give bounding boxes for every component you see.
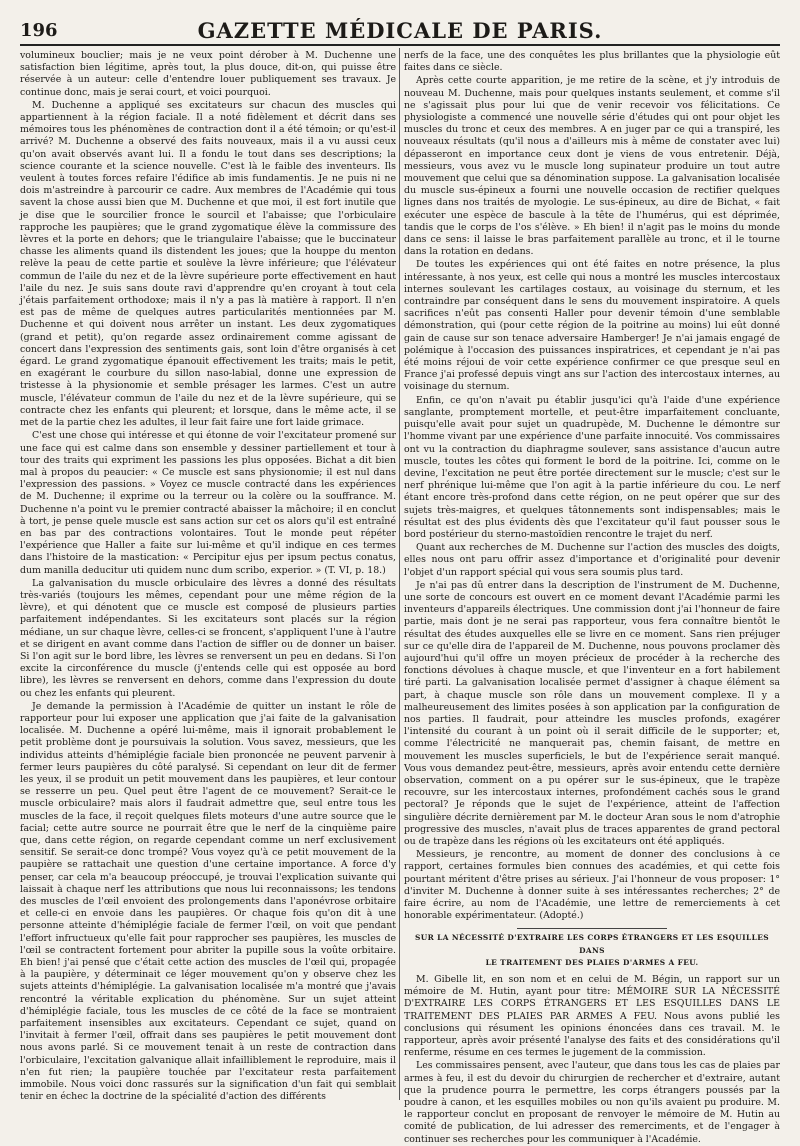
paragraph: C'est une chose qui intéresse et qui étonne de voir l'excitateur promené sur une face qui est calme dans son ensemble y dessiner partiellement et tour à tour des traits qui expriment les passions les plus opposées. Bichat a dit bien mal à propos du peaucier: « Ce muscle est sans physionomie; il est nul dans l'expression des passions. » Voyez ce muscle contracté dans les expériences de M. Duchenne; il exprime ou la terreur ou la colère ou la souffrance. M. Duchenne n'a point vu le premier contracté abaisser la mâchoire; il en conclut à tort, je pense quele muscle est sans action sur cet os alors qu'il est entraîné en bas par des contractions volontaires. Tout le monde peut répéter l'expérience que Haller a faite sur lui-même et qu'il indique en ces termes dans l'histoire de la mastication: « Percipitur ejus per ipsum pectus conatus, dum manilla deducitur uti quidem nunc dum scribo, experior. » (T. VI, p. 18.) — [20, 430, 396, 576]
journal-title: GAZETTE MÉDICALE DE PARIS. — [197, 18, 603, 43]
paragraph: Enfin, ce qu'on n'avait pu établir jusqu'ici qu'à l'aide d'une expérience sanglante, promptement mortelle, et peut-être imparfaitement concluante, puisqu'elle avait pour sujet un quadrupède, M. Duchenne le démontre sur l'homme vivant par une expérience d'une parfaite innocuité. Vos commissaires ont vu la contraction du diaphragme soulever, sans assistance d'aucun autre muscle, toutes les côtes qui forment le bord de la poitrine. Ici, comme on le devine, l'excitation ne peut être portée directement sur le muscle; c'est sur le nerf phrénique lui-même que l'on agit à la partie inférieure du cou. Le nerf étant encore très-profond dans cette région, on ne peut opérer que sur des sujets très-maigres, et quelques tâtonnements sont indispensables; mais le résultat est des plus évidents dès que l'excitateur qu'il faut pousser sous le bord postérieur du sterno-mastoïdien rencontre le trajet du nerf. — [404, 394, 780, 540]
column-divider — [399, 48, 400, 1100]
paragraph: volumineux bouclier; mais je ne veux point dérober à M. Duchenne une satisfaction bien légitime, après tout, la plus douce, dit-on, qui puisse être réservée à un auteur: celle d'entendre louer publiquement ses travaux. Je continue donc, mais je serai court, et voici pourquoi. — [20, 50, 396, 98]
paragraph: Après cette courte apparition, je me retire de la scène, et j'y introduis de nouveau M. Duchenne, mais pour quelques instants seulement, et comme s'il ne s'agissait plus pour lui que de venir recevoir vos félicitations. Ce physiologiste a commencé une nouvelle série d'études qui ont pour objet les muscles du tronc et ceux des membres. A en juger par ce qui a transpiré, les nouveaux résultats (qu'il nous a d'ailleurs mis à même de constater avec lui) dépasseront en importance ceux dont je viens de vous entretenir. Déjà, messieurs, vous avez vu le muscle long supinateur produire un tout autre mouvement que celui que sa dénomination suppose. La galvanisation localisée du muscle sus-épineux a fourni une nouvelle occasion de rectifier quelques lignes dans nos traités de myologie. Le sus-épineux, au dire de Bichat, « fait exécuter une espèce de bascule à la tête de l'humérus, qui est déprimée, tandis que le corps de l'os s'élève. » Eh bien! il n'agit pas le moins du monde dans ce sens: il laisse le bras parfaitement parallèle au tronc, et il le tourne dans la rotation en dedans. — [404, 75, 780, 258]
paragraph: M. Gibelle lit, en son nom et en celui de M. Bégin, un rapport sur un mémoire de M. Hutin, ayant pour titre: MÉMOIRE SUR LA NÉCESSITÉ D'EXTRAIRE LES CORPS ÉTRANGERS ET LES ESQUILLES DANS LE TRAITEMENT DES PLAIES PAR ARMES A FEU. Nous avons publié les conclusions qui résument les opinions énoncées dans ces travail. M. le rapporteur, après avoir présenté l'analyse des faits et des considérations qu'il renferme, résume en ces termes le jugement de la commission. — [404, 974, 780, 1059]
section-title-line: SUR LA NÉCESSITÉ D'EXTRAIRE LES CORPS ÉTRANGERS ET LES ESQUILLES DANS — [415, 933, 769, 955]
header-rule — [20, 44, 780, 46]
paragraph: De toutes les expériences qui ont été faites en notre présence, la plus intéressante, à nos yeux, est celle qui nous a montré les muscles intercostaux internes soulevant les cartilages costaux, au voisinage du sternum, et les contraindre par conséquent dans le sens du mouvement inspiratoire. A quels sacrifices n'eût pas consenti Haller pour devenir témoin d'une semblable démonstration, qui (pour cette région de la poitrine au moins) lui eût donné gain de cause sur son tenace adversaire Hamberger! Je n'ai jamais engagé de polémique à l'occasion des puissances inspiratrices, et cependant je n'ai pas été moins réjoui de voir cette expérience confirmer ce que presque seul en France j'ai professé depuis vingt ans sur l'action des intercostaux internes, au voisinage du sternum. — [404, 259, 780, 393]
paragraph: M. Duchenne a appliqué ses excitateurs sur chacun des muscles qui appartiennent à la région faciale. Il a noté fidèlement et décrit dans ses mémoires tous les phénomènes de contraction dont il a été témoin; or qu'est-il arrivé? M. Duchenne a observé des faits nouveaux, mais il a vu aussi ceux qu'on avait observés avant lui. Il a fondu le tout dans ses descriptions; la science courante et la science nouvelle. C'est là le faible des inventeurs. Ils veulent à toutes forces refaire l'édifice ab imis fundamentis. Je ne puis ni ne dois m'astreindre à parcourir ce cadre. Aux membres de l'Académie qui tous savent la chose aussi bien que M. Duchenne et que moi, il est fort inutile que je dise que le sourcilier fronce le sourcil et l'abaisse; que l'orbiculaire rapproche les paupières; que le grand zygomatique élève la commissure des lèvres et la porte en dehors; que le triangulaire l'abaisse; que le buccinateur chasse les aliments quand ils distendent les joues; que la houppe du menton relève la peau de cette partie et soulève la lèvre inférieure; que l'élévateur commun de l'aile du nez et de la lèvre supérieure porte effectivement en haut l'aile du nez. Je suis sans doute ravi d'apprendre qu'en croyant à tout cela j'étais parfaitement orthodoxe; mais il n'y a pas là matière à rapport. Il n'en est pas de même de quelques autres particularités mentionnées par M. Duchenne et qui doivent nous arrêter un instant. Les deux zygomatiques (grand et petit), qu'on regarde assez ordinairement comme agissant de concert dans l'expression des sentiments gais, sont loin d'être organisés à cet égard. Le grand zygomatique épanouit effectivement les traits; mais le petit, en exagérant le courbure du sillon naso-labial, donne une expression de tristesse à la physionomie et semble présager les larmes. C'est un autre muscle, l'élévateur commun de l'aile du nez et de la lèvre supérieure, qui se contracte chez les enfants qui pleurent; et lorsque, dans le même acte, il se met de la partie chez les adultes, il leur fait faire une fort laide grimace. — [20, 99, 396, 429]
paragraph: Je demande la permission à l'Académie de quitter un instant le rôle de rapporteur pour lui exposer une application que j'ai faite de la galvanisation localisée. M. Duchenne a opéré lui-même, mais il ignorait probablement le petit problème dont je poursuivais la solution. Vous savez, messieurs, que les individus atteints d'hémiplégie faciale bien prononcée ne peuvent parvenir à fermer leurs paupières du côté paralysé. Si cependant on leur dit de fermer les yeux, il se produit un petit mouvement dans les paupières, et leur contour se resserre un peu. Quel peut être l'agent de ce mouvement? Serait-ce le muscle orbiculaire? mais alors il faudrait admettre que, seul entre tous les muscles de la face, il reçoit quelques filets moteurs d'une autre source que le facial; cette autre source ne pourrait être que le nerf de la cinquième paire que, dans cette région, on regarde cependant comme un nerf exclusivement sensitif. Se serait-ce donc trompé? Vous voyez qu'à ce petit mouvement de la paupière se rattachait une question d'une certaine importance. A force d'y penser, car cela m'a beaucoup préoccupé, je trouvai l'explication suivante qui laissait à chaque nerf les attributions que nous lui reconnaissons; les tendons des muscles de l'œil envoient des prolongements dans l'aponévrose orbitaire et celle-ci en envoie dans les paupières. Or chaque fois qu'on dit à une personne atteinte d'hémiplégie faciale de fermer l'œil, on voit que pendant l'effort infructueux qu'elle fait pour rapprocher ses paupières, les muscles de l'œil se contractent fortement pour abriter la pupille sous la voûte orbitaire. Eh bien! j'ai pensé que c'était cette action des muscles de l'œil qui, propagée à la paupière, y déterminait ce léger mouvement qu'on y observe chez les sujets atteints d'hémiplégie. La galvanisation localisée m'a montré que j'avais rencontré la véritable explication du phénomène. Sur un sujet atteint d'hémiplégie faciale, tous les muscles de ce côté de la face se montraient parfaitement insensibles aux excitateurs. Cependant ce sujet, quand on l'invitait à fermer l'œil, offrait dans ses paupières le petit mouvement dont nous avons parlé. Si ce mouvement tenait à un reste de contraction dans l'orbiculaire, l'excitation galvanique allait infailliblement le reproduire, mais il n'en fut rien; la paupière touchée par l'excitateur resta parfaitement immobile. Nous voici donc rassurés sur la signification d'un fait qui semblait tenir en échec la doctrine de la spécialité d'action des différents — [20, 700, 396, 1103]
section-title-line: LE TRAITEMENT DES PLAIES D'ARMES A FEU. — [485, 957, 699, 967]
paragraph: Les commissaires pensent, avec l'auteur, que dans tous les cas de plaies par armes à feu, il est du devoir du chirurgien de rechercher et d'extraire, autant que la prudence pourra le permettre, les corps étrangers poussés par la poudre à canon, et les esquilles mobiles ou non qu'ils avaient pu produire. M. le rapporteur conclut en proposant de renvoyer le mémoire de M. Hutin au comité de publication, de lui adresser des remerciments, et de l'engager à continuer ses recherches pour les communiquer à l'Académie. — [404, 1060, 780, 1145]
paragraph: Je n'ai pas dû entrer dans la description de l'instrument de M. Duchenne, une sorte de concours est ouvert en ce moment devant l'Académie parmi les inventeurs d'appareils électriques. Une commission dont j'ai l'honneur de faire partie, mais dont je ne serai pas rapporteur, vous fera connaître bientôt le résultat des études auxquelles elle se livre en ce moment. Sans rien préjuger sur ce qu'elle dira de l'appareil de M. Duchenne, nous pouvons proclamer dès aujourd'hui qu'il offre un moyen précieux de procéder à la recherche des fonctions dévolues à chaque muscle, et que l'inventeur en a fort habilement tiré parti. La galvanisation localisée permet d'assigner à chaque élément sa part, à chaque muscle son rôle dans un mouvement complexe. Il y a malheureusement des limites posées à son application par la configuration de nos parties. Il faudrait, pour atteindre les muscles profonds, exagérer l'intensité du courant à un point où il serait difficile de le supporter; et, comme l'électricité ne manquerait pas, chemin faisant, de mettre en mouvement les muscles superficiels, le but de l'expérience serait manqué. Vous vous demandez peut-être, messieurs, après avoir entendu cette dernière observation, comment on a pu opérer sur le sus-épineux, que le trapèze recouvre, sur les intercostaux internes, profondément cachés sous le grand pectoral? Je réponds que le sujet de l'expérience, atteint de l'affection singulière décrite dernièrement par M. le docteur Aran sous le nom d'atrophie progressive des muscles, n'avait plus de traces apparentes de grand pectoral ou de trapèze dans les régions où les excitateurs ont été appliqués. — [404, 579, 780, 847]
paragraph: Messieurs, je rencontre, au moment de donner des conclusions à ce rapport, certaines formules bien connues des académies, et qui cette fois pourtant méritent d'être prises au sérieux. J'ai l'honneur de vous proposer: 1° d'inviter M. Duchenne à donner suite à ses intéressantes recherches; 2° de faire écrire, au nom de l'Académie, une lettre de remerciements à cet honorable expérimentateur. (Adopté.) — [404, 849, 780, 922]
right-column — [404, 50, 780, 1145]
paragraph: nerfs de la face, une des conquêtes les plus brillantes que la physiologie eût faites dans ce siècle. — [404, 50, 780, 74]
page-number: 196 — [20, 20, 58, 41]
left-column — [20, 50, 396, 1103]
paragraph: Quant aux recherches de M. Duchenne sur l'action des muscles des doigts, elles nous ont paru offrir assez d'importance et d'originalité pour devenir l'objet d'un rapport spécial qui vous sera soumis plus tard. — [404, 542, 780, 578]
section-title — [404, 928, 780, 969]
paragraph: La galvanisation du muscle orbiculaire des lèvres a donné des résultats très-variés (toujours les mêmes, cependant pour une même région de la lèvre), et qui dénotent que ce muscle est composé de plusieurs parties parfaitement indépendantes. Si les excitateurs sont placés sur la région médiane, un sur chaque lèvre, celles-ci se froncent, s'appliquent l'une à l'autre et se dirigent en avant comme dans l'action de siffler ou de donner un baiser. Si l'on agit sur le bord libre, les lèvres se renversent un peu en dedans. Si l'on excite la circonférence du muscle (j'entends celle qui est opposée au bord libre), les lèvres se renversent en dehors, comme dans l'expression du doute ou chez les enfants qui pleurent. — [20, 577, 396, 699]
page-header — [20, 6, 780, 46]
